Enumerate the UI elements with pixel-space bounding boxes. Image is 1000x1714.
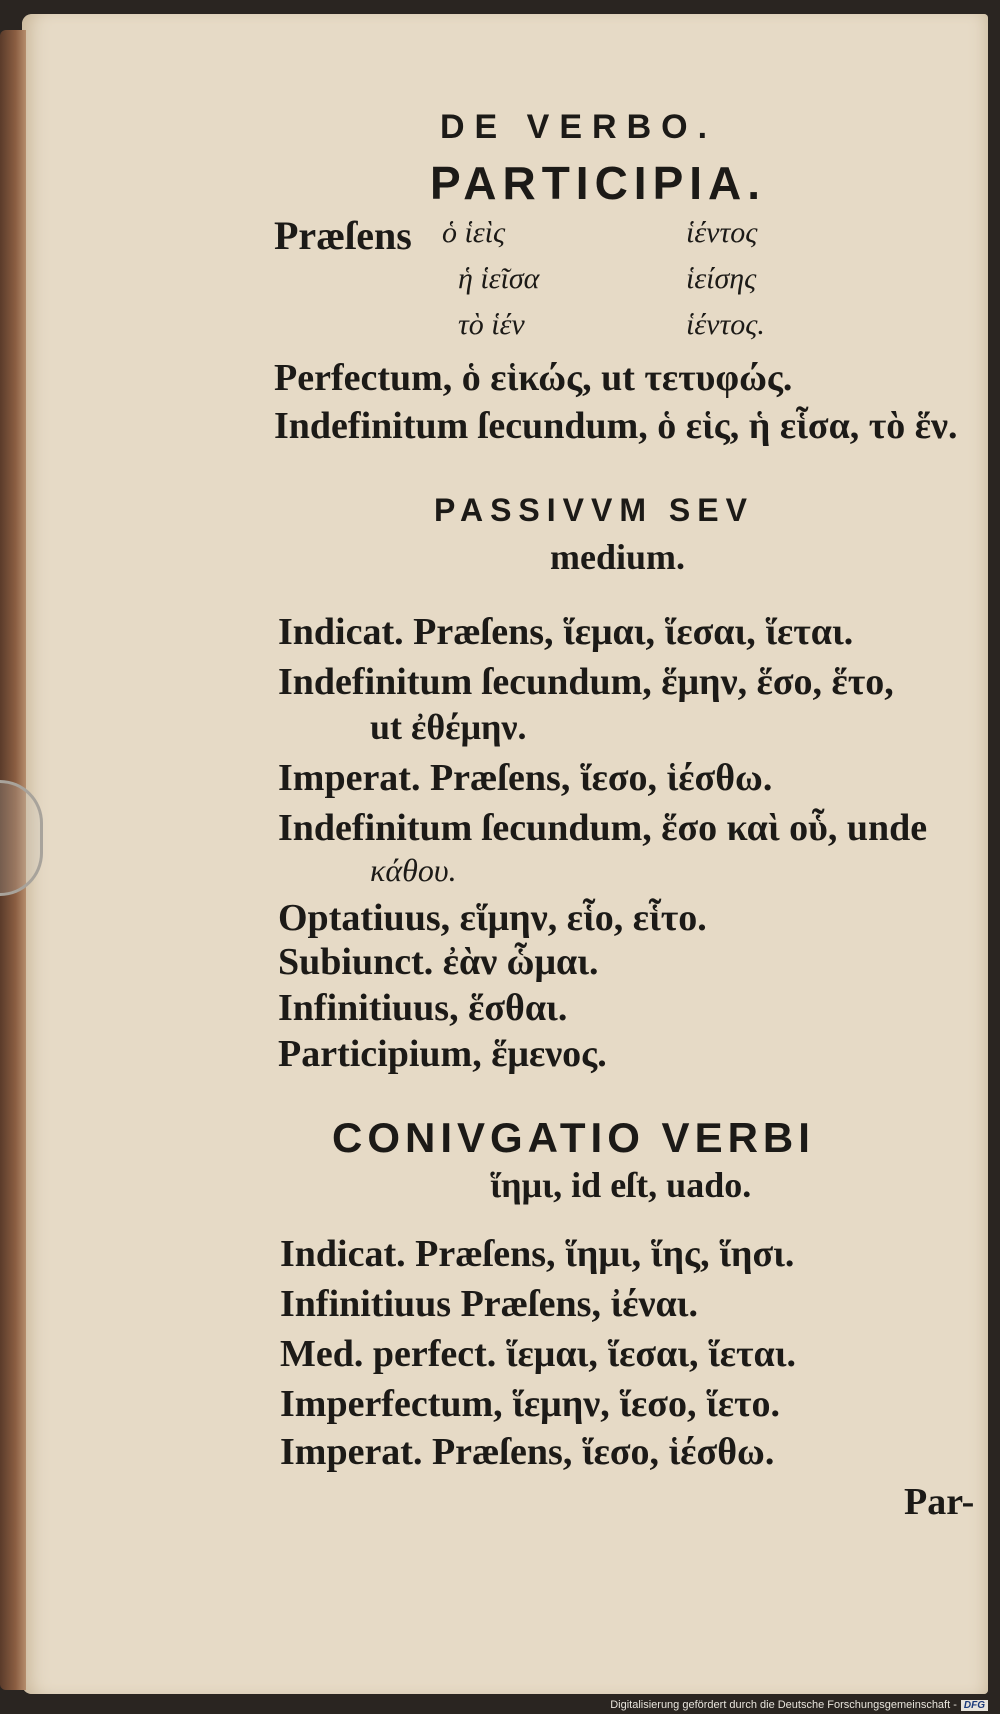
section-heading-participia: PARTICIPIA. (430, 157, 767, 209)
participia-row3-b: ἱέντος. (686, 308, 765, 341)
passivum-line-5: Indefinitum ſecundum, ἕσο καὶ οὗ, unde (278, 807, 928, 849)
conjugatio-line-1: Indicat. Præſens, ἵημι, ἵης, ἵησι. (280, 1233, 795, 1275)
conjugatio-line-4: Imperfectum, ἵεμην, ἵεσο, ἵετο. (280, 1383, 780, 1425)
participia-praesens-label: Præſens (274, 213, 412, 258)
conjugatio-line-3: Med. perfect. ἵεμαι, ἵεσαι, ἵεται. (280, 1333, 797, 1375)
conjugatio-line-2: Infinitiuus Præſens, ἰέναι. (280, 1283, 698, 1325)
passivum-line-4: Imperat. Præſens, ἵεσο, ἱέσθω. (278, 757, 773, 799)
participia-row2-a: ἡ ἱεῖσα (458, 262, 540, 295)
passivum-line-3: ut ἐθέμην. (370, 707, 527, 747)
passivum-line-2: Indefinitum ſecundum, ἕμην, ἕσο, ἕτο, (278, 661, 894, 703)
passivum-line-10: Participium, ἕμενος. (278, 1033, 607, 1075)
digitization-credit (606, 1698, 992, 1712)
running-head: DE VERBO. (440, 108, 718, 146)
dfg-logo: DFG (961, 1700, 988, 1711)
credit-text: Digitalisierung gefördert durch die Deutsche Forschungsgemeinschaft - (610, 1699, 957, 1711)
section-heading-conjugatio-sub: ἵημι, id eſt, uado. (490, 1165, 752, 1205)
passivum-line-8: Subiunct. ἐὰν ὧμαι. (278, 941, 599, 983)
catchword: Par- (904, 1481, 975, 1523)
passivum-line-1: Indicat. Præſens, ἵεμαι, ἵεσαι, ἵεται. (278, 611, 854, 653)
passivum-line-7: Optatiuus, εἵμην, εἷο, εἷτο. (278, 897, 707, 939)
participia-indefinitum: Indefinitum ſecundum, ὁ εἱς, ἡ εἷσα, τὸ ἕν. (274, 405, 958, 447)
section-heading-conjugatio: CONIVGATIO VERBI (332, 1114, 815, 1161)
passivum-line-6: κάθου. (370, 852, 457, 888)
participia-perfectum: Perfectum, ὁ εἱκώς, ut τετυφώς. (274, 357, 793, 399)
participia-row1-b: ἱέντος (686, 216, 758, 249)
participia-row3-a: τὸ ἱέν (458, 308, 525, 341)
conjugatio-line-5: Imperat. Præſens, ἵεσο, ἱέσθω. (280, 1431, 775, 1473)
participia-row1-a: ὁ ἱεὶς (442, 216, 506, 249)
section-heading-passivum: PASSIVVM SEV (434, 492, 754, 528)
section-heading-passivum-sub: medium. (550, 537, 685, 577)
participia-row2-b: ἱείσης (686, 262, 757, 295)
passivum-line-9: Infinitiuus, ἕσθαι. (278, 987, 568, 1029)
